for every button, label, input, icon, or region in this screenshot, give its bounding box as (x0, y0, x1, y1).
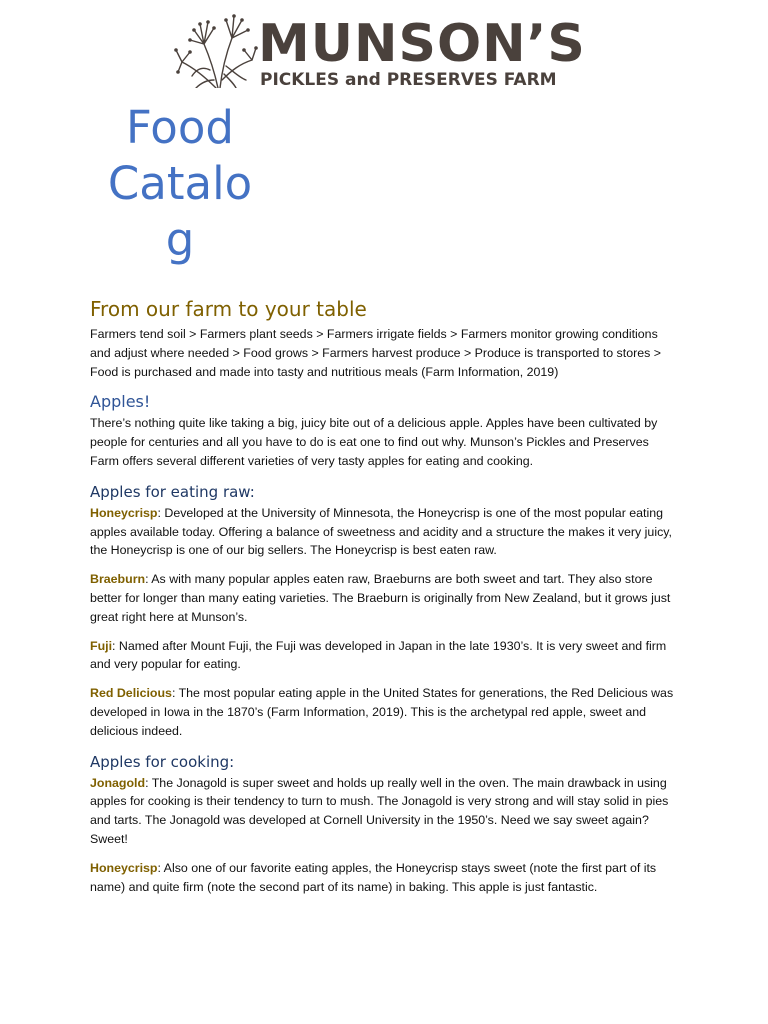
apple-name: Honeycrisp (90, 860, 158, 875)
apple-entry-honeycrisp (90, 504, 680, 560)
apples-text: There’s nothing quite like taking a big, juicy bite out of a delicious apple. Apples have been cultivated by people for centuries and all you have to do is eat one to find out why. Munson’s Pickles and Preserves Farm offers several different varieties of very tasty apples for eating and cooking. (90, 416, 658, 468)
apple-entry-red-delicious (90, 684, 680, 740)
apple-entry-fuji (90, 637, 680, 675)
apples-heading: Apples! (90, 392, 151, 412)
apple-name: Red Delicious (90, 686, 172, 701)
intro-text: Farmers tend soil > Farmers plant seeds > Farmers irrigate fields > Farmers monitor growing conditions and adjust where needed > Food grows > Farmers harvest produce > Produce is transported to stores > Food is purchased and made into tasty and nutritious meals (Farm Information, 2019) (90, 327, 661, 379)
logo-name: MUNSON’S (258, 14, 586, 74)
apple-name: Fuji (90, 638, 113, 653)
apple-description: : The most popular eating apple in the United States for generations, the Red Delicious was developed in Iowa in the 1870’s (Farm Information, 2019). This is the archetypal red apple, sweet and delicious indeed. (90, 686, 674, 738)
dill-plant-icon (174, 10, 258, 88)
apple-name: Jonagold (90, 775, 146, 790)
farm-logo (174, 10, 586, 90)
intro-heading: From our farm to your table (90, 297, 367, 321)
apple-name: Braeburn (90, 572, 146, 587)
apple-description: : Also one of our favorite eating apples, the Honeycrisp stays sweet (note the first part of its name) and quite firm (note the second part of its name) in baking. This apple is just fantastic. (90, 860, 657, 894)
cooking-heading: Apples for cooking: (90, 752, 235, 771)
document-title: Food Catalog (107, 101, 253, 266)
apple-name: Honeycrisp (90, 505, 158, 520)
logo-tagline: PICKLES and PRESERVES FARM (260, 70, 557, 90)
raw-heading: Apples for eating raw: (90, 482, 255, 501)
apple-entry-braeburn (90, 570, 680, 626)
apple-description: : The Jonagold is super sweet and holds up really well in the oven. The main drawback in using apples for cooking is their tendency to turn to mush. The Jonagold is very strong and will stay solid in pies and tarts. The Jonagold was developed at Cornell University in the 1950’s. Need we say sweet again? Sweet! (90, 775, 669, 846)
apple-entry-jonagold (90, 774, 680, 849)
apple-description: : As with many popular apples eaten raw, Braeburns are both sweet and tart. They also store better for longer than many eating varieties. The Braeburn is originally from New Zealand, but it grows just great right here at Munson’s. (90, 572, 671, 624)
apple-entry-honeycrisp-cooking (90, 859, 680, 897)
apple-description: : Named after Mount Fuji, the Fuji was developed in Japan in the late 1930’s. It is very sweet and firm and very popular for eating. (90, 638, 667, 672)
document-body (90, 296, 680, 906)
apple-description: : Developed at the University of Minnesota, the Honeycrisp is one of the most popular eating apples available today. Offering a balance of sweetness and acidity and a structure the makes it very juicy, the Honeycrisp is one of our big sellers. The Honeycrisp is best eaten raw. (90, 505, 672, 558)
